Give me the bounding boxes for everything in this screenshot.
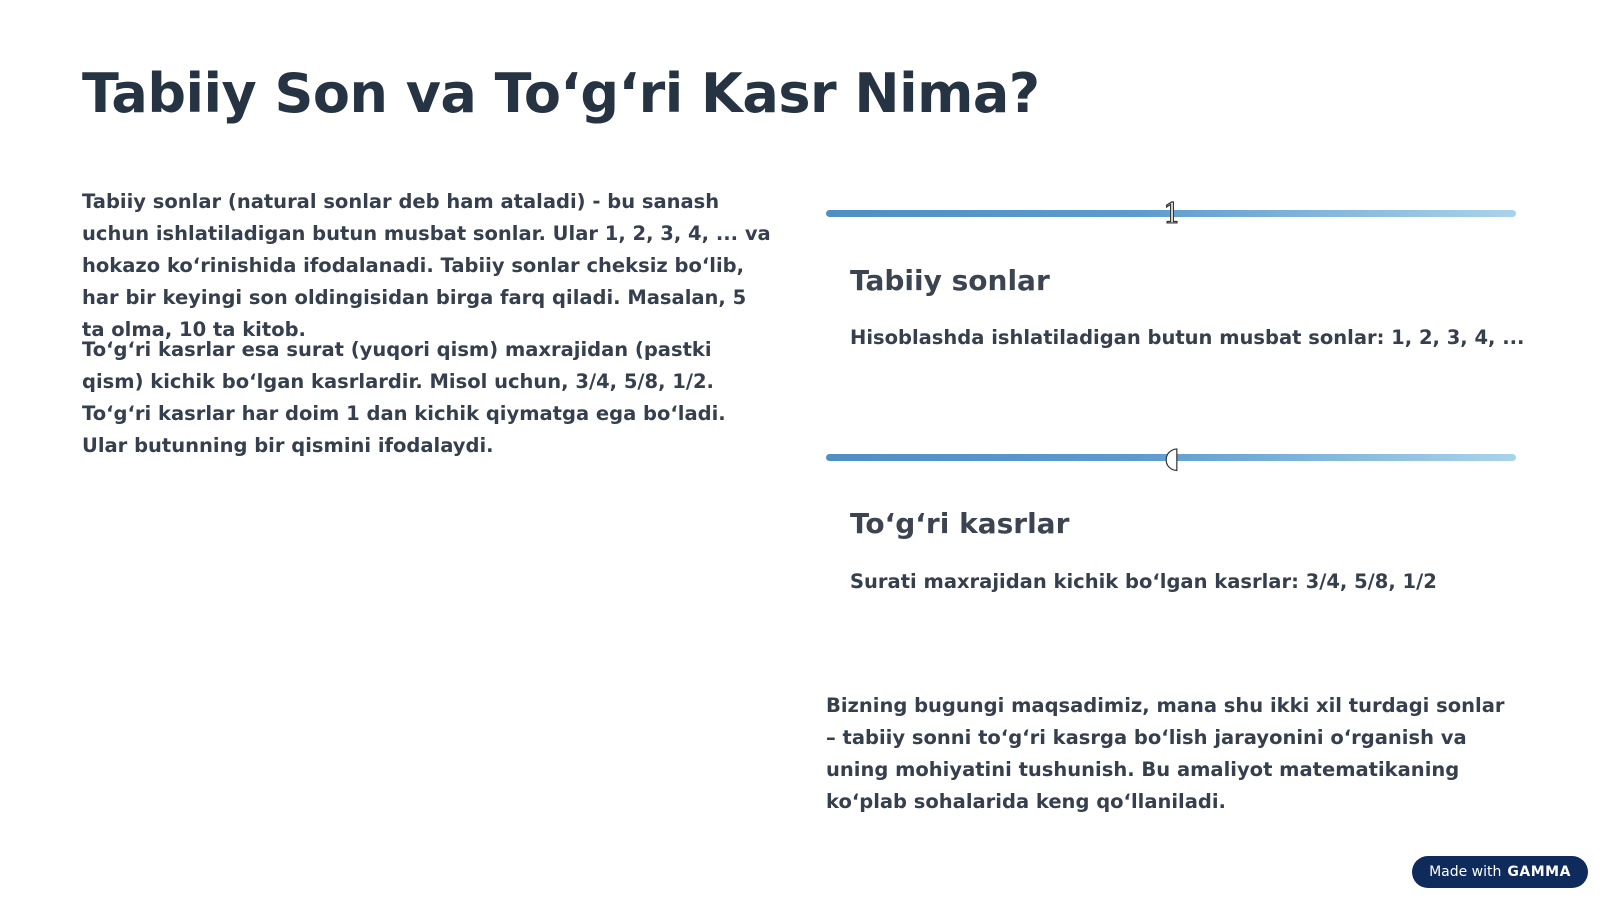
page-title: Tabiiy Son va To‘g‘ri Kasr Nima? [82, 62, 1040, 125]
half-circle-icon: ◖ [1164, 440, 1180, 474]
intro-paragraph-natural-numbers: Tabiiy sonlar (natural sonlar deb ham ataladi) - bu sanash uchun ishlatiladigan butun musbat sonlar. Ular 1, 2, 3, 4, ... va hokazo ko‘rinishida ifodalanadi. Tabiiy sonlar cheksiz bo‘lib, har bir keyingi son oldingisidan birga farq qiladi. Masalan, 5 ta olma, 10 ta kitob. [82, 190, 771, 341]
intro-paragraph-proper-fractions: To‘g‘ri kasrlar esa surat (yuqori qism) maxrajidan (pastki qism) kichik bo‘lgan kasrlardir. Misol uchun, 3/4, 5/8, 1/2. To‘g‘ri kasrlar har doim 1 dan kichik qiymatga ega bo‘ladi. Ular butunning bir qismini ifodalaydi. [82, 338, 726, 457]
timeline-item-description: Surati maxrajidan kichik bo‘lgan kasrlar: 3/4, 5/8, 1/2 [850, 570, 1437, 593]
intro-section [82, 186, 772, 462]
made-with-gamma-badge[interactable] [1412, 856, 1588, 888]
timeline-item-title: To‘g‘ri kasrlar [850, 507, 1070, 540]
number-one-icon: 1 [1163, 196, 1181, 230]
gamma-logo: GAMMA [1507, 864, 1571, 880]
summary-paragraph: Bizning bugungi maqsadimiz, mana shu ikki xil turdagi sonlar – tabiiy sonni to‘g‘ri kasrga bo‘lish jarayonini o‘rganish va uning mohiyatini tushunish. Bu amaliyot matematikaning ko‘plab sohalarida keng qo‘llaniladi. [826, 694, 1505, 813]
timeline-item-title: Tabiiy sonlar [850, 264, 1050, 297]
badge-prefix: Made with [1429, 864, 1502, 880]
timeline-item-description: Hisoblashda ishlatiladigan butun musbat sonlar: 1, 2, 3, 4, ... [850, 326, 1525, 349]
